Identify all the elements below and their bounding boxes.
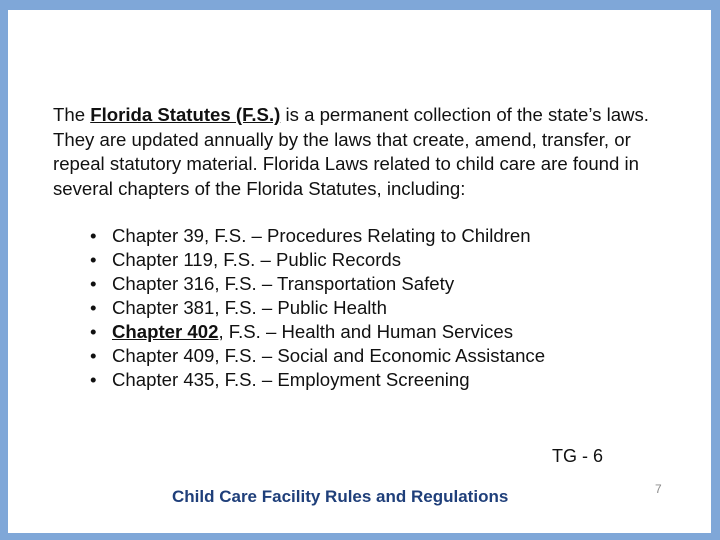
intro-before: The bbox=[53, 104, 91, 125]
list-item bbox=[90, 248, 545, 272]
tg-label: TG - 6 bbox=[552, 446, 604, 466]
list-item-text: , F.S. – Health and Human Services bbox=[218, 321, 513, 342]
list-item bbox=[90, 320, 545, 344]
list-item-text: Chapter 119, F.S. – Public Records bbox=[112, 249, 402, 270]
list-item-text: Chapter 381, F.S. – Public Health bbox=[112, 297, 387, 318]
chapter-list bbox=[90, 224, 545, 392]
list-item bbox=[90, 224, 545, 248]
bullet-icon: • bbox=[90, 297, 97, 318]
bullet-icon: • bbox=[90, 345, 97, 366]
bullet-icon: • bbox=[90, 249, 97, 270]
bullet-icon: • bbox=[90, 369, 97, 390]
footer-title: Child Care Facility Rules and Regulations bbox=[172, 487, 509, 506]
intro-paragraph bbox=[53, 103, 673, 201]
bullet-icon: • bbox=[90, 225, 97, 246]
page-number: 7 bbox=[655, 482, 662, 496]
bullet-icon: • bbox=[90, 273, 97, 294]
list-item-text: Chapter 409, F.S. – Social and Economic Assistance bbox=[112, 345, 546, 366]
florida-statutes-link[interactable]: Florida Statutes (F.S.) bbox=[90, 104, 281, 125]
list-item bbox=[90, 272, 545, 296]
list-item-text: Chapter 39, F.S. – Procedures Relating to Children bbox=[112, 225, 531, 246]
list-item bbox=[90, 368, 545, 392]
intro-after: is a permanent collection of the state’s laws. They are updated annually by the laws that create, amend, transfer, or repeal statutory material. Florida Laws related to child care are found in several chapters of the Florida Statutes, including: bbox=[53, 104, 649, 199]
list-item-text: Chapter 435, F.S. – Employment Screening bbox=[112, 369, 470, 390]
list-item-text: Chapter 316, F.S. – Transportation Safety bbox=[112, 273, 455, 294]
bullet-icon: • bbox=[90, 321, 97, 342]
list-item bbox=[90, 344, 545, 368]
list-item bbox=[90, 296, 545, 320]
chapter-402-link[interactable]: Chapter 402 bbox=[112, 321, 219, 342]
